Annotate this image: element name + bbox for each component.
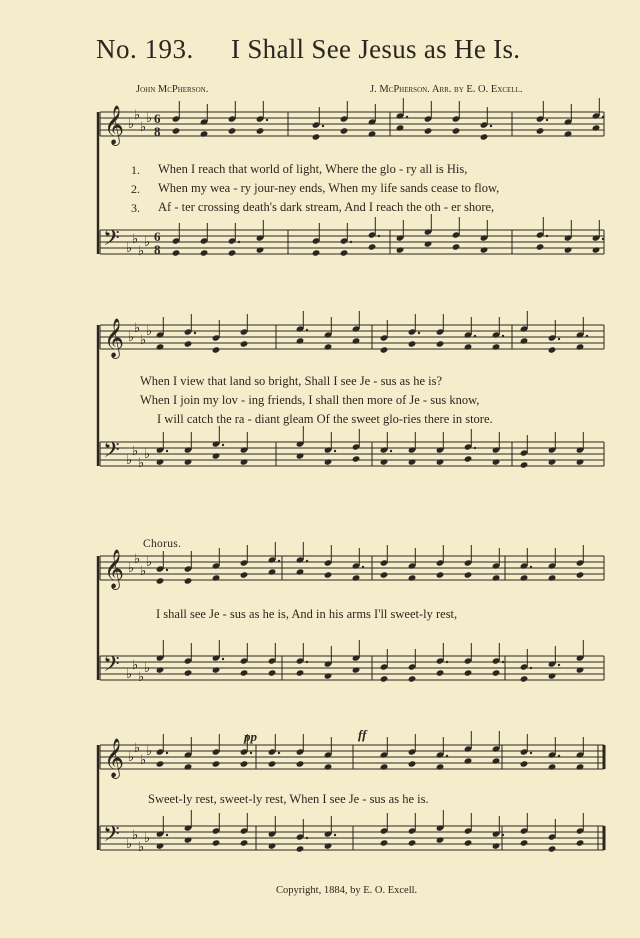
note-head xyxy=(312,133,321,140)
verse-1-line-1: When I reach that world of light, Where the glo - ry all is His, xyxy=(158,162,468,176)
note-head xyxy=(156,842,165,849)
note-head xyxy=(464,669,473,676)
note-head xyxy=(240,458,249,465)
hymn-number: No. 193. xyxy=(96,34,194,64)
note-head xyxy=(436,669,445,676)
note-head xyxy=(464,757,473,764)
time-signature: 8 xyxy=(154,242,161,257)
note-head xyxy=(228,249,237,256)
flat-icon: ♭ xyxy=(128,749,135,764)
dot xyxy=(490,125,492,127)
verse-2-line-1: When my wea - ry jour-ney ends, When my life sands cease to flow, xyxy=(158,181,500,195)
dot xyxy=(362,566,364,568)
note-head xyxy=(480,133,489,140)
note-head xyxy=(380,346,389,353)
note-head xyxy=(240,340,249,347)
treble-clef-icon: 𝄞 xyxy=(104,738,125,778)
dot xyxy=(278,560,280,562)
dot xyxy=(166,569,168,571)
note-head xyxy=(576,666,585,673)
dot xyxy=(378,235,380,237)
note-head xyxy=(256,246,265,253)
verse-1-line-2: When I view that land so bright, Shall I see Je - sus as he is? xyxy=(140,374,443,388)
note-head xyxy=(436,763,445,770)
note-head xyxy=(548,346,557,353)
flat-icon: ♭ xyxy=(138,669,145,684)
note-head xyxy=(352,666,361,673)
flat-icon: ♭ xyxy=(144,660,151,675)
note-head xyxy=(156,760,165,767)
note-head xyxy=(184,458,193,465)
note-head xyxy=(340,249,349,256)
note-head xyxy=(408,574,417,581)
note-head xyxy=(156,458,165,465)
note-head xyxy=(156,343,165,350)
note-head xyxy=(548,845,557,852)
note-head xyxy=(464,343,473,350)
note-head xyxy=(324,571,333,578)
dot xyxy=(502,335,504,337)
note-head xyxy=(408,760,417,767)
note-head xyxy=(536,243,545,250)
note-head xyxy=(492,842,501,849)
note-head xyxy=(352,574,361,581)
dot xyxy=(558,755,560,757)
flat-icon: ♭ xyxy=(144,234,151,249)
note-head xyxy=(172,127,181,134)
note-head xyxy=(492,574,501,581)
note-head xyxy=(380,839,389,846)
note-head xyxy=(352,455,361,462)
note-head xyxy=(408,675,417,682)
note-head xyxy=(436,340,445,347)
dot xyxy=(222,444,224,446)
note-head xyxy=(156,666,165,673)
dot xyxy=(166,752,168,754)
flat-icon: ♭ xyxy=(138,839,145,854)
note-head xyxy=(576,839,585,846)
dot xyxy=(446,661,448,663)
dot xyxy=(306,661,308,663)
note-head xyxy=(520,574,529,581)
flat-icon: ♭ xyxy=(126,836,133,851)
note-head xyxy=(536,127,545,134)
dot xyxy=(166,834,168,836)
time-signature: 6 xyxy=(154,229,161,244)
note-head xyxy=(228,127,237,134)
flat-icon: ♭ xyxy=(138,243,145,258)
note-head xyxy=(464,839,473,846)
note-head xyxy=(424,127,433,134)
chorus-label: Chorus. xyxy=(143,538,182,550)
time-signature: 6 xyxy=(154,111,161,126)
note-head xyxy=(324,672,333,679)
note-head xyxy=(576,458,585,465)
note-head xyxy=(548,458,557,465)
note-head xyxy=(492,458,501,465)
note-head xyxy=(296,452,305,459)
dot xyxy=(334,834,336,836)
note-head xyxy=(380,458,389,465)
flat-icon: ♭ xyxy=(134,320,141,335)
note-head xyxy=(240,760,249,767)
dot xyxy=(322,125,324,127)
flat-icon: ♭ xyxy=(138,455,145,470)
flat-icon: ♭ xyxy=(134,740,141,755)
note-head xyxy=(436,836,445,843)
note-head xyxy=(212,452,221,459)
flat-icon: ♭ xyxy=(132,443,139,458)
note-head xyxy=(212,346,221,353)
note-head xyxy=(268,568,277,575)
note-head xyxy=(296,337,305,344)
treble-clef-icon: 𝄞 xyxy=(104,318,125,358)
note-head xyxy=(520,675,529,682)
hymn-title: I Shall See Jesus as He Is. xyxy=(231,34,521,64)
dot xyxy=(278,752,280,754)
flat-icon: ♭ xyxy=(128,116,135,131)
verse-3-line-2: I will catch the ra - diant gleam Of the sweet glo-ries there in store. xyxy=(157,412,493,426)
dot xyxy=(406,116,408,118)
note-head xyxy=(408,340,417,347)
flat-icon: ♭ xyxy=(140,332,147,347)
dot xyxy=(546,235,548,237)
flat-icon: ♭ xyxy=(144,830,151,845)
note-head xyxy=(184,763,193,770)
note-head xyxy=(480,246,489,253)
dot xyxy=(306,329,308,331)
verse-3-number: 3. xyxy=(131,201,140,215)
note-head xyxy=(312,249,321,256)
note-head xyxy=(256,127,265,134)
verse-2-line-2: When I join my lov - ing friends, I shall then more of Je - sus know, xyxy=(140,393,480,407)
dot xyxy=(446,755,448,757)
flat-icon: ♭ xyxy=(132,827,139,842)
note-head xyxy=(368,130,377,137)
dot xyxy=(250,752,252,754)
note-head xyxy=(324,458,333,465)
dot xyxy=(558,338,560,340)
note-head xyxy=(396,124,405,131)
note-head xyxy=(408,839,417,846)
note-head xyxy=(212,666,221,673)
note-head xyxy=(352,337,361,344)
note-head xyxy=(576,343,585,350)
dot xyxy=(530,566,532,568)
dot xyxy=(350,241,352,243)
dot xyxy=(166,450,168,452)
dynamic-fortissimo: ff xyxy=(358,727,367,742)
chorus-line-1: I shall see Je - sus as he is, And in his arms I'll sweet-ly rest, xyxy=(156,607,458,621)
dot xyxy=(266,119,268,121)
flat-icon: ♭ xyxy=(146,554,153,569)
bass-clef-icon: 𝄢 xyxy=(103,226,120,256)
flat-icon: ♭ xyxy=(146,323,153,338)
note-head xyxy=(564,246,573,253)
dot xyxy=(558,664,560,666)
flat-icon: ♭ xyxy=(128,329,135,344)
note-head xyxy=(296,568,305,575)
copyright-notice: Copyright, 1884, by E. O. Excell. xyxy=(276,885,418,896)
note-head xyxy=(240,839,249,846)
note-head xyxy=(408,458,417,465)
verse-2-number: 2. xyxy=(131,182,140,196)
dot xyxy=(306,837,308,839)
note-head xyxy=(592,246,601,253)
note-head xyxy=(184,836,193,843)
note-head xyxy=(520,760,529,767)
flat-icon: ♭ xyxy=(146,743,153,758)
note-head xyxy=(592,124,601,131)
flat-icon: ♭ xyxy=(144,446,151,461)
note-head xyxy=(564,130,573,137)
flat-icon: ♭ xyxy=(128,560,135,575)
note-head xyxy=(296,845,305,852)
note-head xyxy=(548,672,557,679)
flat-icon: ♭ xyxy=(132,231,139,246)
note-head xyxy=(464,571,473,578)
dot xyxy=(222,658,224,660)
note-head xyxy=(368,243,377,250)
author-credit: John McPherson. xyxy=(136,84,209,95)
note-head xyxy=(296,760,305,767)
dynamic-pianissimo: pp xyxy=(244,729,257,744)
verse-1-number: 1. xyxy=(131,163,140,177)
note-head xyxy=(452,243,461,250)
time-signature: 8 xyxy=(154,124,161,139)
bass-clef-icon: 𝄢 xyxy=(103,652,120,682)
note-head xyxy=(184,577,193,584)
dot xyxy=(306,560,308,562)
note-head xyxy=(492,757,501,764)
flat-icon: ♭ xyxy=(146,110,153,125)
flat-icon: ♭ xyxy=(140,119,147,134)
flat-icon: ♭ xyxy=(126,452,133,467)
dot xyxy=(586,335,588,337)
bass-clef-icon: 𝄢 xyxy=(103,822,120,852)
dot xyxy=(390,450,392,452)
chorus-line-2: Sweet-ly rest, sweet-ly rest, When I see Je - sus as he is. xyxy=(148,792,429,806)
arranger-credit: J. McPherson. Arr. by E. O. Excell. xyxy=(370,84,523,95)
note-head xyxy=(436,571,445,578)
note-head xyxy=(520,461,529,468)
dot xyxy=(194,332,196,334)
dot xyxy=(502,834,504,836)
dot xyxy=(238,241,240,243)
note-head xyxy=(268,669,277,676)
note-head xyxy=(424,240,433,247)
dot xyxy=(602,238,604,240)
note-head xyxy=(436,458,445,465)
treble-clef-icon: 𝄞 xyxy=(104,105,125,145)
note-head xyxy=(464,455,473,462)
note-head xyxy=(324,343,333,350)
note-head xyxy=(240,669,249,676)
note-head xyxy=(492,669,501,676)
flat-icon: ♭ xyxy=(126,666,133,681)
note-head xyxy=(212,574,221,581)
note-head xyxy=(548,574,557,581)
note-head xyxy=(520,839,529,846)
bass-clef-icon: 𝄢 xyxy=(103,438,120,468)
note-head xyxy=(296,669,305,676)
note-head xyxy=(200,249,209,256)
flat-icon: ♭ xyxy=(134,107,141,122)
dot xyxy=(474,335,476,337)
flat-icon: ♭ xyxy=(132,657,139,672)
note-head xyxy=(156,577,165,584)
note-head xyxy=(380,675,389,682)
note-head xyxy=(380,763,389,770)
note-head xyxy=(324,763,333,770)
dot xyxy=(546,119,548,121)
dot xyxy=(530,667,532,669)
note-head xyxy=(380,571,389,578)
verse-3-line-1: Af - ter crossing death's dark stream, And I reach the oth - er shore, xyxy=(158,200,495,214)
note-head xyxy=(172,249,181,256)
note-head xyxy=(184,340,193,347)
note-head xyxy=(520,337,529,344)
dot xyxy=(474,447,476,449)
note-head xyxy=(492,343,501,350)
dot xyxy=(334,450,336,452)
dot xyxy=(418,332,420,334)
flat-icon: ♭ xyxy=(140,752,147,767)
flat-icon: ♭ xyxy=(134,551,141,566)
flat-icon: ♭ xyxy=(140,563,147,578)
note-head xyxy=(396,246,405,253)
note-head xyxy=(212,839,221,846)
note-head xyxy=(212,760,221,767)
note-head xyxy=(268,842,277,849)
note-head xyxy=(268,760,277,767)
treble-clef-icon: 𝄞 xyxy=(104,549,125,589)
note-head xyxy=(548,763,557,770)
note-head xyxy=(340,127,349,134)
dot xyxy=(602,116,604,118)
note-head xyxy=(200,130,209,137)
note-head xyxy=(576,571,585,578)
note-head xyxy=(576,763,585,770)
note-head xyxy=(324,842,333,849)
dot xyxy=(502,661,504,663)
flat-icon: ♭ xyxy=(126,240,133,255)
note-head xyxy=(452,127,461,134)
note-head xyxy=(240,571,249,578)
dot xyxy=(530,752,532,754)
note-head xyxy=(184,669,193,676)
